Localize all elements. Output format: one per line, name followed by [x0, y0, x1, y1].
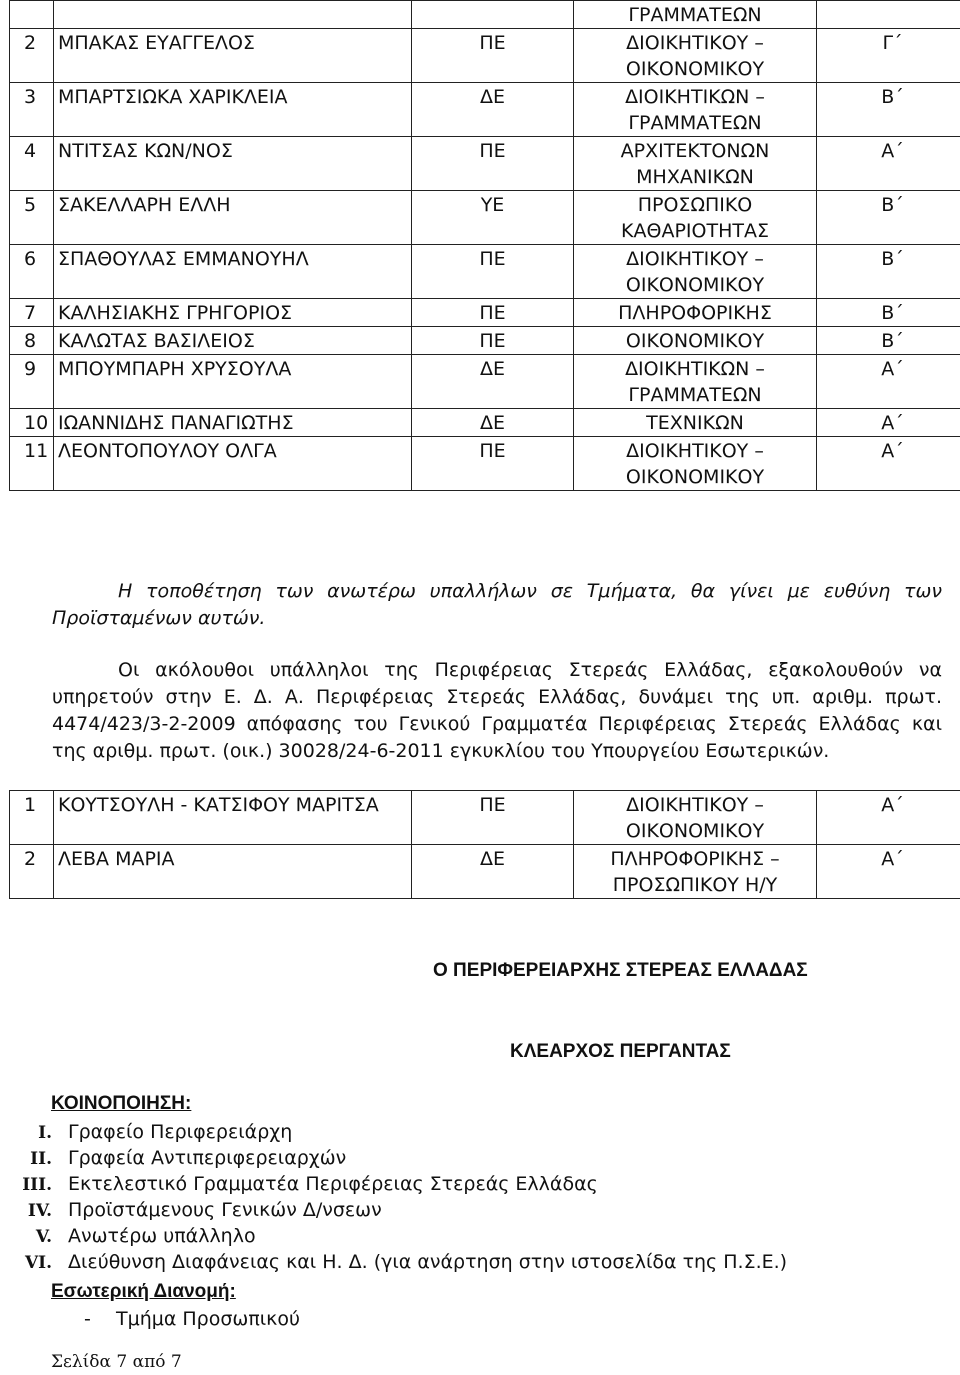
table-row — [10, 437, 960, 491]
employee-category: ΠΕ — [412, 299, 574, 327]
employee-name: ΜΠΑΚΑΣ ΕΥΑΓΓΕΛΟΣ — [54, 29, 412, 83]
table-row — [10, 137, 960, 191]
employee-specialty: ΔΙΟΙΚΗΤΙΚΩΝ – ΓΡΑΜΜΑΤΕΩΝ — [574, 83, 817, 137]
employee-grade: Α΄ — [817, 137, 960, 191]
employee-grade: Β΄ — [817, 327, 960, 355]
row-number: 6 — [10, 245, 54, 299]
employee-grade: Α΄ — [817, 791, 960, 845]
row-number: 4 — [10, 137, 54, 191]
list-item — [0, 1197, 787, 1223]
row-number: 2 — [10, 845, 54, 899]
employee-grade: Β΄ — [817, 245, 960, 299]
table-row — [10, 83, 960, 137]
employee-category: ΠΕ — [412, 137, 574, 191]
notification-heading: ΚΟΙΝΟΠΟΙΗΣΗ: — [51, 1093, 192, 1114]
row-number — [10, 1, 54, 29]
table-row — [10, 409, 960, 437]
employee-name: ΣΑΚΕΛΛΑΡΗ ΕΛΛΗ — [54, 191, 412, 245]
employee-grade: Α΄ — [817, 409, 960, 437]
list-dash: - — [84, 1308, 91, 1330]
signatory-title: Ο ΠΕΡΙΦΕΡΕΙΑΡΧΗΣ ΣΤΕΡΕΑΣ ΕΛΛΑΔΑΣ — [433, 960, 808, 981]
employee-category: ΠΕ — [412, 437, 574, 491]
list-item-text: Εκτελεστικό Γραμματέα Περιφέρειας Στερεάς Ελλάδας — [68, 1173, 598, 1195]
employee-specialty: ΠΛΗΡΟΦΟΡΙΚΗΣ — [574, 299, 817, 327]
row-number: 9 — [10, 355, 54, 409]
employee-category: ΔΕ — [412, 409, 574, 437]
list-numeral: IV. — [27, 1201, 52, 1221]
list-item-text: Γραφεία Αντιπεριφερειαρχών — [68, 1147, 347, 1169]
list-item — [0, 1171, 787, 1197]
list-item-text: Ανωτέρω υπάλληλο — [68, 1225, 256, 1247]
placement-paragraph — [52, 578, 942, 632]
employee-specialty: ΑΡΧΙΤΕΚΤΟΝΩΝ ΜΗΧΑΝΙΚΩΝ — [574, 137, 817, 191]
row-number: 7 — [10, 299, 54, 327]
employee-grade: Α΄ — [817, 355, 960, 409]
employee-specialty: ΠΛΗΡΟΦΟΡΙΚΗΣ – ΠΡΟΣΩΠΙΚΟΥ Η/Υ — [574, 845, 817, 899]
employee-specialty: ΔΙΟΙΚΗΤΙΚΟΥ – ΟΙΚΟΝΟΜΙΚΟΥ — [574, 29, 817, 83]
employee-grade: Α΄ — [817, 437, 960, 491]
employee-category: ΥΕ — [412, 191, 574, 245]
employee-specialty: ΤΕΧΝΙΚΩΝ — [574, 409, 817, 437]
employee-table — [9, 0, 960, 491]
row-number: 2 — [10, 29, 54, 83]
page-footer: Σελίδα 7 από 7 — [51, 1352, 182, 1372]
list-item — [0, 1223, 787, 1249]
employee-grade: Β΄ — [817, 191, 960, 245]
employee-specialty: ΠΡΟΣΩΠΙΚΟ ΚΑΘΑΡΙΟΤΗΤΑΣ — [574, 191, 817, 245]
employee-category: ΠΕ — [412, 791, 574, 845]
continuation-paragraph — [52, 657, 942, 765]
employee-specialty: ΔΙΟΙΚΗΤΙΚΩΝ – ΓΡΑΜΜΑΤΕΩΝ — [574, 355, 817, 409]
list-item-text: Γραφείο Περιφερειάρχη — [68, 1121, 293, 1143]
list-numeral: III. — [22, 1175, 52, 1195]
remaining-employees-table — [9, 790, 960, 899]
employee-specialty: ΔΙΟΙΚΗΤΙΚΟΥ – ΟΙΚΟΝΟΜΙΚΟΥ — [574, 245, 817, 299]
list-numeral: V. — [35, 1227, 52, 1247]
employee-name — [54, 1, 412, 29]
table-row — [10, 1, 960, 29]
employee-specialty: ΟΙΚΟΝΟΜΙΚΟΥ — [574, 327, 817, 355]
table-row — [10, 791, 960, 845]
employee-category — [412, 1, 574, 29]
row-number: 11 — [10, 437, 54, 491]
employee-specialty: ΓΡΑΜΜΑΤΕΩΝ — [574, 1, 817, 29]
employee-name: ΜΠΟΥΜΠΑΡΗ ΧΡΥΣΟΥΛΑ — [54, 355, 412, 409]
signatory-name: ΚΛΕΑΡΧΟΣ ΠΕΡΓΑΝΤΑΣ — [510, 1041, 731, 1062]
notification-list — [0, 1119, 787, 1275]
list-numeral: II. — [30, 1149, 52, 1169]
employee-grade: Α΄ — [817, 845, 960, 899]
employee-grade: Β΄ — [817, 299, 960, 327]
distribution-item-text: Τμήμα Προσωπικού — [116, 1308, 300, 1330]
table-row — [10, 327, 960, 355]
internal-distribution-item — [84, 1306, 300, 1332]
list-item-text: Προϊστάμενους Γενικών Δ/νσεων — [68, 1199, 382, 1221]
row-number: 8 — [10, 327, 54, 355]
employee-name: ΚΑΛΗΣΙΑΚΗΣ ΓΡΗΓΟΡΙΟΣ — [54, 299, 412, 327]
employee-category: ΔΕ — [412, 845, 574, 899]
list-numeral: I. — [38, 1123, 52, 1143]
employee-category: ΠΕ — [412, 327, 574, 355]
row-number: 5 — [10, 191, 54, 245]
table-row — [10, 191, 960, 245]
employee-grade: Β΄ — [817, 83, 960, 137]
row-number: 10 — [10, 409, 54, 437]
employee-category: ΠΕ — [412, 29, 574, 83]
table-row — [10, 355, 960, 409]
list-item — [0, 1145, 787, 1171]
employee-name: ΣΠΑΘΟΥΛΑΣ ΕΜΜΑΝΟΥΗΛ — [54, 245, 412, 299]
employee-category: ΔΕ — [412, 355, 574, 409]
table-row — [10, 245, 960, 299]
employee-name: ΜΠΑΡΤΣΙΩΚΑ ΧΑΡΙΚΛΕΙΑ — [54, 83, 412, 137]
employee-name: ΛΕΒΑ ΜΑΡΙΑ — [54, 845, 412, 899]
employee-name: ΝΤΙΤΣΑΣ ΚΩΝ/ΝΟΣ — [54, 137, 412, 191]
employee-name: ΛΕΟΝΤΟΠΟΥΛΟΥ ΟΛΓΑ — [54, 437, 412, 491]
employee-specialty: ΔΙΟΙΚΗΤΙΚΟΥ – ΟΙΚΟΝΟΜΙΚΟΥ — [574, 791, 817, 845]
table-row — [10, 299, 960, 327]
employee-specialty: ΔΙΟΙΚΗΤΙΚΟΥ – ΟΙΚΟΝΟΜΙΚΟΥ — [574, 437, 817, 491]
employee-name: ΚΑΛΩΤΑΣ ΒΑΣΙΛΕΙΟΣ — [54, 327, 412, 355]
list-item — [0, 1119, 787, 1145]
employee-category: ΠΕ — [412, 245, 574, 299]
row-number: 1 — [10, 791, 54, 845]
table-row — [10, 845, 960, 899]
employee-grade: Γ΄ — [817, 29, 960, 83]
list-numeral: VI. — [24, 1253, 52, 1273]
list-item-text: Διεύθυνση Διαφάνειας και Η. Δ. (για ανάρτηση στην ιστοσελίδα της Π.Σ.Ε.) — [68, 1251, 788, 1273]
continuation-text: Οι ακόλουθοι υπάλληλοι της Περιφέρειας Στερεάς Ελλάδας, εξακολουθούν να υπηρετούν στην Ε. Δ. Α. Περιφέρειας Στερεάς Ελλάδας, δυνάμει της υπ. αριθμ. πρωτ. 4474/423/3-2-2009 απόφασης του Γενικού Γραμματέα Περιφέρειας Στερεάς Ελλάδας και της αριθμ. πρωτ. (οικ.) 30028/24-6-2011 εγκυκλίου του Υπουργείου Εσωτερικών. — [52, 659, 942, 762]
employee-category: ΔΕ — [412, 83, 574, 137]
list-item — [0, 1249, 787, 1275]
employee-grade — [817, 1, 960, 29]
placement-text: Η τοποθέτηση των ανωτέρω υπαλλήλων σε Τμήματα, θα γίνει με ευθύνη των Προϊσταμένων αυτών. — [52, 580, 942, 629]
row-number: 3 — [10, 83, 54, 137]
employee-name: ΙΩΑΝΝΙΔΗΣ ΠΑΝΑΓΙΩΤΗΣ — [54, 409, 412, 437]
table-row — [10, 29, 960, 83]
employee-name: ΚΟΥΤΣΟΥΛΗ - ΚΑΤΣΙΦΟΥ ΜΑΡΙΤΣΑ — [54, 791, 412, 845]
internal-distribution-heading: Εσωτερική Διανομή: — [51, 1281, 236, 1302]
